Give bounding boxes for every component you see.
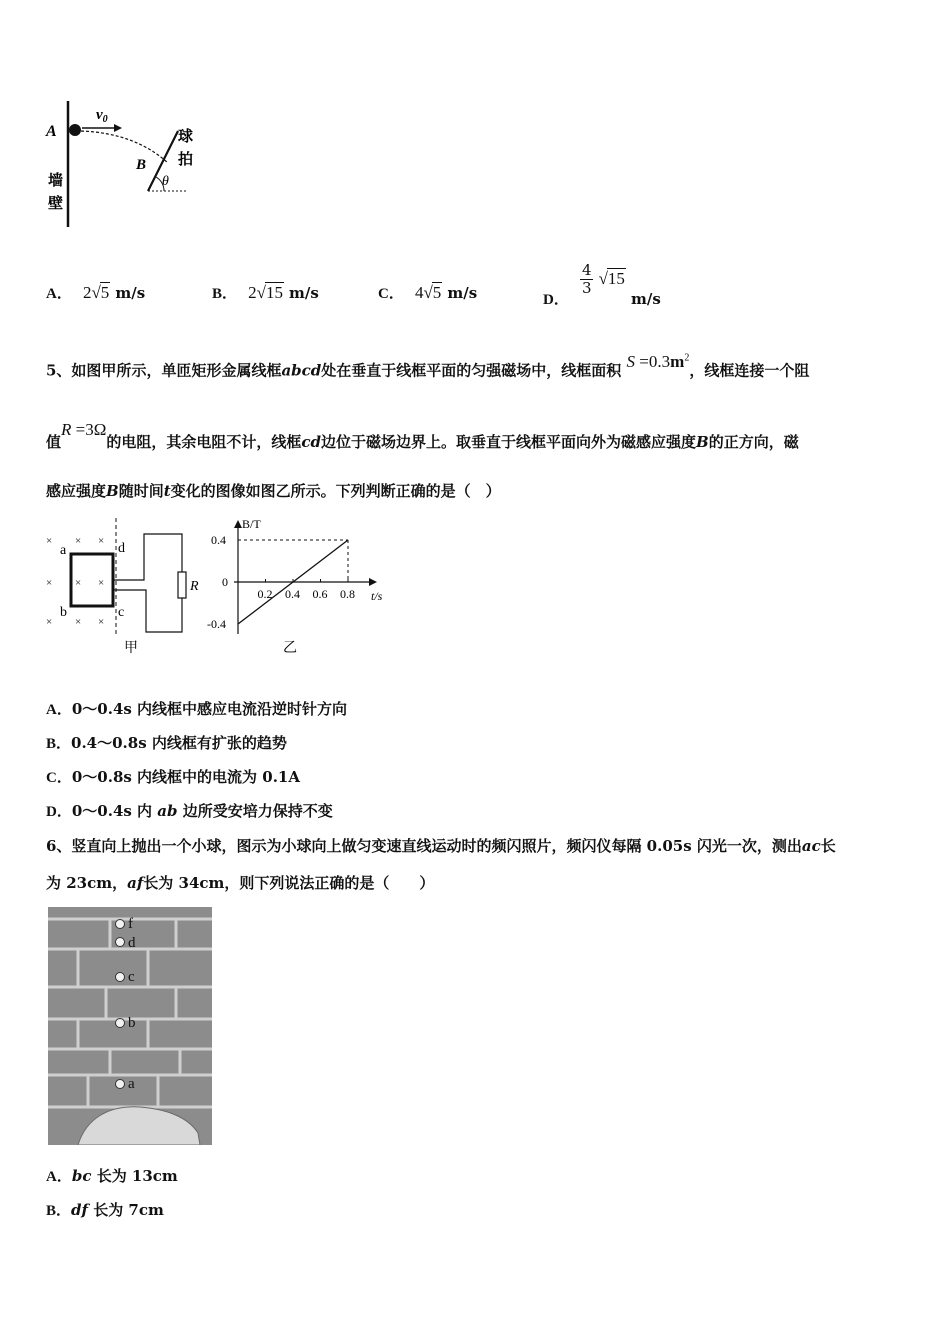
label-A: A bbox=[46, 123, 57, 140]
svg-text:×: × bbox=[75, 535, 82, 547]
label-v0: $v_0$ bbox=[96, 107, 108, 125]
x-tick-label: 0.8 bbox=[340, 587, 355, 601]
x-tick-label: 0.6 bbox=[312, 587, 328, 601]
ball-f bbox=[116, 920, 125, 929]
caption-yi: 乙 bbox=[283, 641, 297, 656]
option-d-fraction: $\frac{4}{3}$ bbox=[581, 261, 592, 297]
resistance-formula: R =3Ω bbox=[61, 420, 107, 439]
q4-option-d[interactable]: D． $\frac{4}{3}$ √15 m/s bbox=[543, 261, 661, 308]
x-tick-label: 0.2 bbox=[257, 587, 273, 601]
svg-text:×: × bbox=[46, 616, 53, 628]
ball-a bbox=[116, 1080, 125, 1089]
magnetic-field-crosses bbox=[46, 535, 104, 628]
caption-jia: 甲 bbox=[124, 641, 138, 656]
trajectory-curve bbox=[81, 131, 168, 163]
label-racket-2: 拍 bbox=[178, 152, 194, 168]
q5-line-1: 5、如图甲所示，单匝矩形金属线框abcd处在垂直于线框平面的匀强磁场中，线框面积 $S =0.3m^2$，线框连接一个阻 bbox=[46, 351, 810, 380]
q6-option-a[interactable]: A．bc 长为 13cm bbox=[46, 1167, 178, 1185]
resistor-R bbox=[178, 572, 186, 598]
x-axis-arrowhead bbox=[369, 578, 377, 586]
q6-option-b[interactable]: B．df 长为 7cm bbox=[46, 1201, 164, 1219]
q6-line-1: 6、竖直向上抛出一个小球，图示为小球向上做匀变速直线运动时的频闪照片，频闪仪每隔 0.05s 闪光一次，测出ac长 bbox=[46, 837, 836, 855]
label-B: B bbox=[136, 157, 147, 173]
photo-label-b: b bbox=[128, 1015, 136, 1031]
q5-option-c[interactable]: C．0～0.8s 内线框中的电流为 0.1A bbox=[46, 768, 301, 786]
label-d: d bbox=[118, 541, 125, 556]
option-d-radical: √15 bbox=[598, 269, 625, 288]
q6-line-2: 为 23cm，af长为 34cm，则下列说法正确的是（ ） bbox=[46, 874, 435, 892]
area-formula: $S =0.3m^2$ bbox=[626, 351, 690, 371]
photo-label-c: c bbox=[128, 969, 135, 985]
svg-text:×: × bbox=[46, 577, 53, 589]
option-a-value: 2√5 bbox=[82, 283, 110, 302]
projectile-racket-figure bbox=[40, 95, 210, 235]
photo-label-a: a bbox=[128, 1076, 135, 1092]
x-axis-label: t/s bbox=[371, 589, 383, 603]
ball-c bbox=[116, 973, 125, 982]
svg-text:×: × bbox=[98, 616, 105, 628]
label-R: R bbox=[190, 579, 199, 594]
ball bbox=[69, 124, 81, 136]
q5-option-a[interactable]: A．0～0.4s 内线框中感应电流沿逆时针方向 bbox=[46, 700, 348, 718]
q5-line-2: 值R =3Ω的电阻，其余电阻不计，线框cd边位于磁场边界上。取垂直于线框平面向外为磁感应强度B的正方向，磁 bbox=[46, 420, 799, 451]
label-wall-1: 墙 bbox=[48, 173, 64, 189]
q5-line-3: 感应强度B随时间t变化的图像如图乙所示。下列判断正确的是（ ） bbox=[46, 482, 501, 500]
photo-label-d: d bbox=[128, 935, 136, 951]
q5-option-d[interactable]: D．0～0.4s 内 ab 边所受安培力保持不变 bbox=[46, 802, 333, 820]
option-c-value: 4√5 bbox=[414, 283, 442, 302]
label-racket-1: 球 bbox=[178, 129, 194, 145]
y-axis-arrowhead bbox=[234, 520, 242, 528]
q4-option-a[interactable]: A． 2√5 m/s bbox=[46, 283, 146, 302]
label-c: c bbox=[118, 605, 125, 620]
label-b: b bbox=[60, 605, 67, 620]
ball-b bbox=[116, 1019, 125, 1028]
y-tick-label: -0.4 bbox=[207, 617, 226, 631]
q4-option-c[interactable]: C． 4√5 m/s bbox=[378, 283, 478, 302]
label-wall-2: 壁 bbox=[48, 196, 64, 212]
q5-option-b[interactable]: B．0.4～0.8s 内线框有扩张的趋势 bbox=[46, 734, 287, 752]
svg-text:×: × bbox=[46, 535, 53, 547]
bt-graph-yi bbox=[205, 512, 390, 657]
strobe-photo bbox=[48, 907, 212, 1145]
option-b-value: 2√15 bbox=[248, 283, 283, 302]
x-tick-label: 0.4 bbox=[285, 587, 300, 601]
y-tick-label: 0 bbox=[222, 575, 228, 589]
svg-text:×: × bbox=[75, 577, 82, 589]
circuit-figure-jia bbox=[40, 512, 210, 657]
y-tick-label: 0.4 bbox=[211, 533, 226, 547]
ball-d bbox=[116, 938, 125, 947]
svg-text:×: × bbox=[98, 577, 105, 589]
svg-text:×: × bbox=[98, 535, 105, 547]
svg-text:×: × bbox=[75, 616, 82, 628]
photo-label-f: f bbox=[128, 916, 133, 932]
label-a: a bbox=[60, 543, 67, 558]
label-theta: θ bbox=[162, 174, 169, 189]
q4-option-b[interactable]: B． 2√15 m/s bbox=[212, 283, 319, 302]
y-axis-label: B/T bbox=[242, 517, 261, 531]
velocity-arrowhead bbox=[114, 124, 122, 132]
